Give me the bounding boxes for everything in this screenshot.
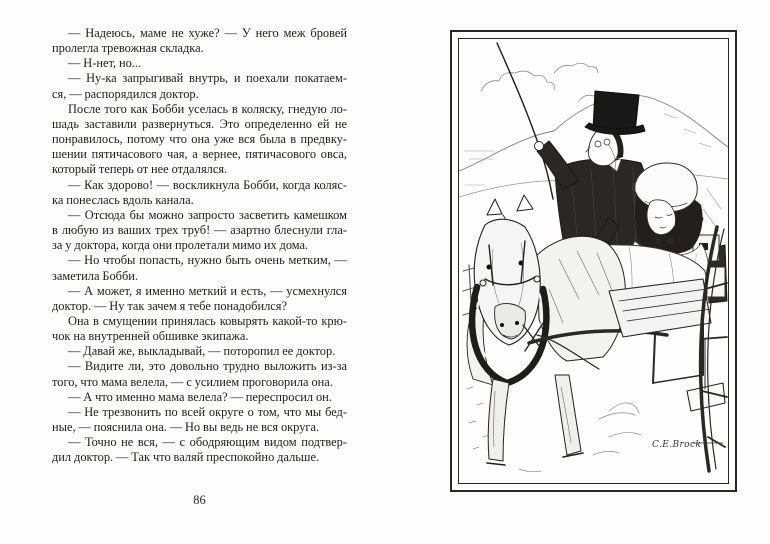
carriage-illustration bbox=[459, 39, 728, 483]
text-line: — Н-нет, но... bbox=[68, 56, 142, 71]
paragraph bbox=[52, 26, 347, 56]
horse-leg bbox=[488, 379, 509, 461]
paragraph bbox=[52, 56, 347, 71]
paragraph bbox=[52, 435, 347, 465]
text-column bbox=[52, 26, 347, 466]
paragraph bbox=[52, 359, 347, 389]
text-line: доктор. — Ну так зачем я тебе понадобился? bbox=[52, 298, 287, 313]
text-line: шадь заставили развернуться. Это определенно ей не bbox=[52, 116, 347, 131]
text-line: за у доктора, когда они пролетали мимо их дома. bbox=[52, 238, 309, 253]
text-line: пролегла тревожная складка. bbox=[52, 41, 204, 56]
text-line: — А что именно мама велела? — переспросил он. bbox=[68, 389, 332, 404]
clouds bbox=[481, 63, 605, 101]
text-line: — Как здорово! — воскликнула Бобби, когда коляс- bbox=[68, 177, 347, 192]
whip bbox=[497, 43, 553, 199]
text-line: После того как Бобби уселась в коляску, гнедую ло- bbox=[68, 101, 347, 116]
svg-text:C.E.Brock: C.E.Brock bbox=[652, 440, 702, 450]
paragraph bbox=[52, 344, 347, 359]
text-line: ка понеслась вдоль канала. bbox=[52, 192, 194, 207]
text-line: — Отсюда бы можно запросто засветить камешком bbox=[68, 207, 347, 222]
paragraph bbox=[52, 405, 347, 435]
text-line: — Видите ли, это довольно трудно выложить из-за bbox=[68, 359, 347, 374]
paragraph bbox=[52, 178, 347, 208]
text-line: заметила Бобби. bbox=[52, 268, 139, 283]
horse-ear bbox=[517, 195, 533, 211]
text-line: в любую из ваших трех труб! — азартно блеснули гла- bbox=[52, 223, 347, 238]
page-number: 86 bbox=[193, 493, 206, 507]
text-line: — Ну-ка запрыгивай внутрь, и поехали покатаем- bbox=[68, 71, 347, 86]
paragraph bbox=[52, 102, 347, 178]
text-line: — А может, я именно меткий и есть, — усмехнулся bbox=[68, 283, 347, 298]
text-line: — Надеюсь, маме не хуже? — У него меж бровей bbox=[68, 26, 347, 40]
text-line: Она в смущении принялась ковырять какой-то крю- bbox=[68, 313, 347, 328]
illustration-frame-inner bbox=[458, 38, 729, 484]
text-line: дил доктор. — Так что валяй преспокойно дальше. bbox=[52, 450, 320, 465]
paragraph bbox=[52, 71, 347, 101]
horse-leg bbox=[555, 375, 581, 455]
doctor-hand bbox=[535, 142, 544, 151]
text-line: — Но чтобы попасть, нужно быть очень метким, — bbox=[68, 253, 347, 268]
text-line: ные, — пояснила она. — Но вы ведь не вся округа. bbox=[52, 420, 320, 435]
text-line: — Давай же, выкладывай, — поторопил ее доктор. bbox=[68, 344, 336, 359]
text-line: того, что мама велела, — с усилием проговорила она. bbox=[52, 374, 333, 389]
paragraph bbox=[52, 314, 347, 344]
text-line: — Точно не вся, — с ободряющим видом подтвер- bbox=[68, 435, 347, 450]
text-line: ся, — распорядился доктор. bbox=[52, 86, 199, 101]
paragraph bbox=[52, 390, 347, 405]
paragraph bbox=[52, 253, 347, 283]
horse-ear bbox=[487, 199, 502, 215]
text-line: чок на внутренней обшивке экипажа. bbox=[52, 329, 249, 344]
text-line: шении пятичасового чая, а вернее, пятичасового овса, bbox=[52, 147, 347, 162]
illustration-plate bbox=[450, 30, 737, 492]
paragraph bbox=[52, 284, 347, 314]
text-line: понравилось, потому что она уже вся была в предвку- bbox=[52, 132, 347, 147]
paragraph bbox=[52, 208, 347, 253]
text-line: — Не трезвонить по всей округе о том, что мы бед- bbox=[68, 404, 347, 419]
top-hat bbox=[585, 91, 645, 134]
text-line: который теперь от нее отдалялся. bbox=[52, 162, 228, 177]
